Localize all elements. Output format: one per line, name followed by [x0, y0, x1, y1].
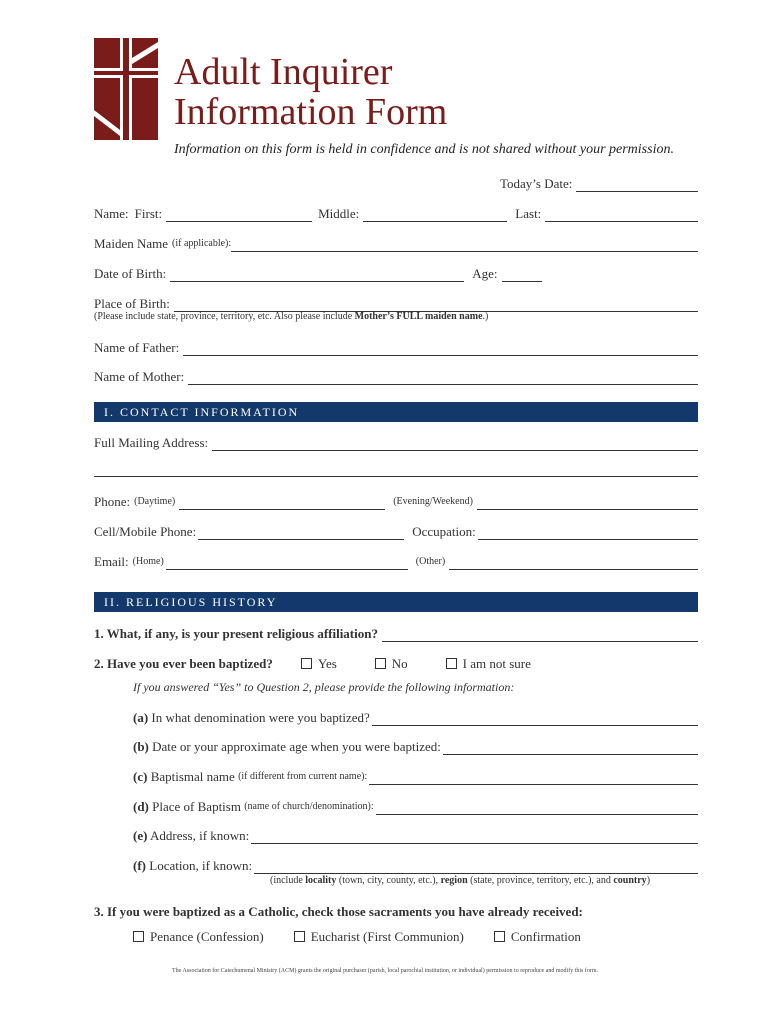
baptismal-name-field[interactable] — [369, 772, 698, 785]
cell-phone-field[interactable] — [198, 527, 404, 540]
home-email-field[interactable] — [166, 557, 408, 570]
item-e-text: Address, if known: — [147, 828, 250, 843]
no-checkbox[interactable] — [375, 658, 386, 669]
eucharist-option[interactable]: Eucharist (First Communion) — [294, 929, 464, 945]
home-label: (Home) — [132, 556, 164, 567]
phone-label: Phone: — [94, 494, 131, 509]
occupation-label: Occupation: — [412, 524, 476, 539]
name-label: Name: — [94, 206, 129, 221]
occupation-field[interactable] — [478, 527, 698, 540]
evening-label: (Evening/Weekend) — [393, 496, 473, 507]
religious-affiliation-field[interactable] — [382, 629, 698, 642]
father-field[interactable] — [183, 343, 698, 356]
age-field[interactable] — [502, 269, 543, 282]
middle-name-field[interactable] — [363, 209, 507, 222]
baptism-instruction: If you answered “Yes” to Question 2, please provide the following information: — [133, 680, 515, 694]
item-b-text: Date or your approximate age when you were baptized: — [148, 739, 441, 754]
place-of-birth-label: Place of Birth: — [94, 296, 170, 311]
last-name-field[interactable] — [545, 209, 698, 222]
cross-logo-icon — [94, 38, 158, 140]
location-note: (include locality (town, city, county, etc.), region (state, province, territory, etc.), and country) — [270, 875, 651, 886]
maiden-name-label: Maiden Name — [94, 236, 169, 251]
item-c-label: (c) — [133, 769, 148, 784]
mother-field[interactable] — [188, 372, 698, 385]
religious-history-heading: II. RELIGIOUS HISTORY — [94, 592, 698, 612]
item-f-text: Location, if known: — [146, 858, 253, 873]
item-d-text: Place of Baptism — [148, 799, 245, 814]
maiden-name-field[interactable] — [231, 239, 698, 252]
if-applicable-label: (if applicable): — [172, 238, 232, 249]
mailing-address-label: Full Mailing Address: — [94, 435, 209, 450]
todays-date-label: Today’s Date: — [500, 176, 573, 191]
form-subtitle: Information on this form is held in confidence and is not shared without your permission. — [174, 142, 674, 157]
mailing-address-field[interactable] — [212, 438, 698, 451]
item-d-note: (name of church/denomination): — [244, 801, 374, 812]
daytime-label: (Daytime) — [134, 496, 176, 507]
item-f-label: (f) — [133, 858, 146, 873]
age-label: Age: — [472, 266, 498, 281]
item-c-text: Baptismal name — [147, 769, 239, 784]
baptism-address-field[interactable] — [251, 831, 698, 844]
evening-phone-field[interactable] — [477, 497, 698, 510]
question-2: 2. Have you ever been baptized? — [94, 656, 273, 671]
first-name-field[interactable] — [166, 209, 312, 222]
penance-option[interactable]: Penance (Confession) — [133, 929, 264, 945]
item-b-label: (b) — [133, 739, 149, 754]
email-label: Email: — [94, 554, 129, 569]
yes-checkbox[interactable] — [301, 658, 312, 669]
eucharist-checkbox[interactable] — [294, 931, 305, 942]
confirmation-checkbox[interactable] — [494, 931, 505, 942]
not-sure-checkbox[interactable] — [446, 658, 457, 669]
denomination-field[interactable] — [372, 713, 698, 726]
middle-label: Middle: — [318, 206, 360, 221]
other-label: (Other) — [415, 556, 446, 567]
mother-label: Name of Mother: — [94, 369, 185, 384]
penance-checkbox[interactable] — [133, 931, 144, 942]
last-label: Last: — [515, 206, 542, 221]
item-a-text: In what denomination were you baptized? — [148, 710, 370, 725]
todays-date-field[interactable] — [576, 179, 698, 192]
no-option[interactable]: No — [375, 656, 408, 672]
baptism-location-field[interactable] — [254, 861, 698, 874]
dob-label: Date of Birth: — [94, 266, 167, 281]
not-sure-option[interactable]: I am not sure — [446, 656, 531, 672]
question-1: 1. What, if any, is your present religious affiliation? — [94, 626, 378, 641]
dob-field[interactable] — [170, 269, 464, 282]
daytime-phone-field[interactable] — [179, 497, 385, 510]
yes-option[interactable]: Yes — [301, 656, 337, 672]
item-a-label: (a) — [133, 710, 149, 725]
baptism-date-field[interactable] — [443, 742, 698, 755]
item-c-note: (if different from current name): — [238, 771, 368, 782]
footer-permission-note: The Association for Catechumenal Ministry (ACM) grants the original purchaser (parish, local parochial institution, or individual) permission to reproduce and modify this form. — [171, 968, 599, 974]
place-of-birth-note: (Please include state, province, territory, etc. Also please include Mother’s FULL maiden name.) — [94, 311, 489, 322]
confirmation-option[interactable]: Confirmation — [494, 929, 581, 945]
cell-phone-label: Cell/Mobile Phone: — [94, 524, 197, 539]
other-email-field[interactable] — [449, 557, 698, 570]
question-3: 3. If you were baptized as a Catholic, check those sacraments you have already received: — [94, 904, 583, 919]
place-of-baptism-field[interactable] — [376, 802, 698, 815]
item-e-label: (e) — [133, 828, 148, 843]
mailing-address-field-2[interactable] — [94, 464, 698, 477]
contact-information-heading: I. CONTACT INFORMATION — [94, 402, 698, 422]
item-d-label: (d) — [133, 799, 149, 814]
first-label: First: — [134, 206, 163, 221]
form-title: Adult Inquirer Information Form — [174, 51, 448, 133]
father-label: Name of Father: — [94, 340, 180, 355]
